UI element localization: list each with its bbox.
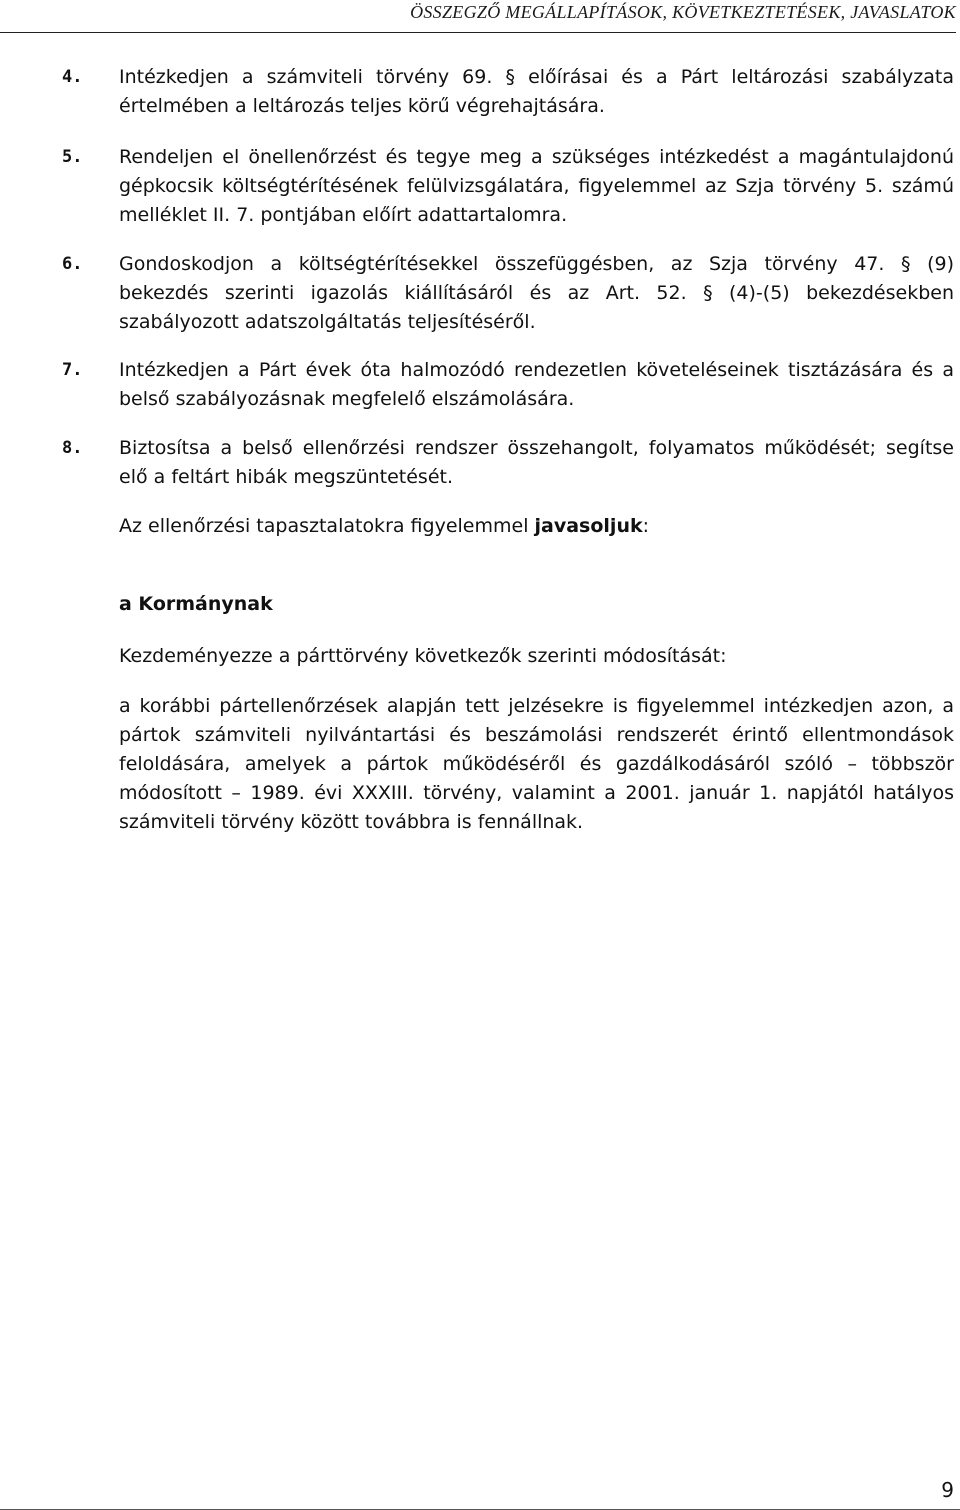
final-paragraph: a korábbi pártellenőrzések alapján tett jelzésekre is figyelemmel intézkedjen azon, a pártok számviteli nyilvántartási és beszámolási rendszerét érintő ellentmondások feloldására, amelyek a pártok működéséről és gazdálkodásáról szóló – többször módosított – 1989. évi XXXIII. törvény, valamint a 2001. január 1. napjától hatályos számviteli törvény között továbbra is fennállnak. bbox=[119, 695, 954, 833]
item-number: 5. bbox=[62, 147, 83, 167]
item-text: Rendeljen el önellenőrzést és tegye meg a szükséges intézkedést a magántulajdonú gépkocsik költségtérítésének felülvizsgálatára, figyelemmel az Szja törvény 5. számú melléklet II. 7. pontjában előírt adattartalomra. bbox=[119, 146, 954, 226]
initiate-paragraph: Kezdeményezze a párttörvény következők szerinti módosítását: bbox=[119, 645, 727, 667]
item-number: 4. bbox=[62, 67, 83, 87]
list-item bbox=[62, 250, 954, 337]
header-divider bbox=[0, 32, 956, 33]
item-number: 7. bbox=[62, 360, 83, 380]
list-item bbox=[62, 143, 954, 230]
item-number: 6. bbox=[62, 254, 83, 274]
item-text: Gondoskodjon a költségtérítésekkel összefüggésben, az Szja törvény 47. § (9) bekezdés szerinti igazolás kiállításáról és az Art. 52. § (4)-(5) bekezdésekben szabályozott adatszolgáltatás teljesítéséről. bbox=[119, 253, 954, 333]
item-text: Intézkedjen a számviteli törvény 69. § előírásai és a Párt leltározási szabályzata értelmében a leltározás teljes körű végrehajtására. bbox=[119, 66, 954, 117]
recommendation-emphasis: javasoljuk bbox=[534, 515, 643, 537]
item-number: 8. bbox=[62, 438, 83, 458]
recommendation-intro bbox=[119, 512, 954, 541]
page-number: 9 bbox=[941, 1478, 954, 1502]
item-text: Biztosítsa a belső ellenőrzési rendszer összehangolt, folyamatos működését; segítse elő a feltárt hibák megszüntetését. bbox=[119, 437, 954, 488]
list-item bbox=[62, 356, 954, 414]
addressee-heading: a Kormánynak bbox=[119, 593, 273, 615]
list-item bbox=[62, 63, 954, 121]
item-text: Intézkedjen a Párt évek óta halmozódó rendezetlen követeléseinek tisztázására és a belső szabályozásnak megfelelő elszámolására. bbox=[119, 359, 954, 410]
list-item bbox=[62, 434, 954, 492]
running-header: ÖSSZEGZŐ MEGÁLLAPÍTÁSOK, KÖVETKEZTETÉSEK, JAVASLATOK bbox=[410, 2, 956, 22]
recommendation-suffix: : bbox=[642, 515, 650, 537]
recommendation-lead: Az ellenőrzési tapasztalatokra figyelemmel bbox=[119, 515, 535, 537]
